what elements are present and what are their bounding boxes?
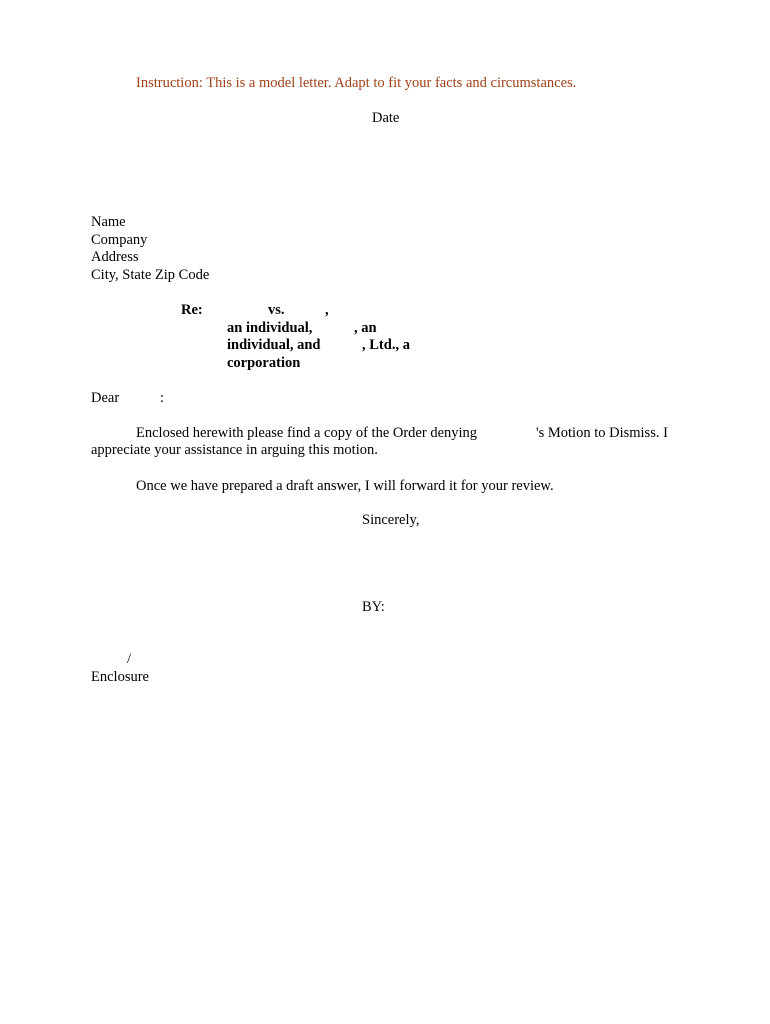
recipient-address-line: Address	[91, 249, 139, 265]
re-line3-left: individual, and	[227, 337, 321, 353]
closing-sincerely: Sincerely,	[362, 512, 420, 528]
recipient-city-state-zip: City, State Zip Code	[91, 267, 210, 283]
para1-line1-left: Enclosed herewith please find a copy of the Order denying	[136, 425, 478, 441]
salutation-dear: Dear	[91, 390, 120, 406]
instruction-note: Instruction: This is a model letter. Adapt to fit your facts and circumstances.	[136, 75, 577, 91]
re-line2-left: an individual,	[227, 320, 313, 336]
re-label: Re:	[181, 302, 203, 318]
signature-by: BY:	[362, 599, 385, 615]
para1-line2: appreciate your assistance in arguing this motion.	[91, 442, 378, 458]
re-line3-right: , Ltd., a	[362, 337, 410, 353]
re-vs: vs.	[268, 302, 285, 318]
re-line2-right: , an	[354, 320, 377, 336]
date-line: Date	[372, 110, 400, 126]
recipient-name: Name	[91, 214, 126, 230]
salutation-colon: :	[160, 390, 165, 406]
body-paragraph-2: Once we have prepared a draft answer, I will forward it for your review.	[136, 478, 554, 494]
enclosure-line: Enclosure	[91, 669, 149, 685]
recipient-company: Company	[91, 232, 148, 248]
para1-line1-right: 's Motion to Dismiss. I	[536, 425, 668, 441]
initials-slash: /	[127, 651, 132, 667]
re-line4: corporation	[227, 355, 301, 371]
re-comma: ,	[325, 302, 329, 318]
